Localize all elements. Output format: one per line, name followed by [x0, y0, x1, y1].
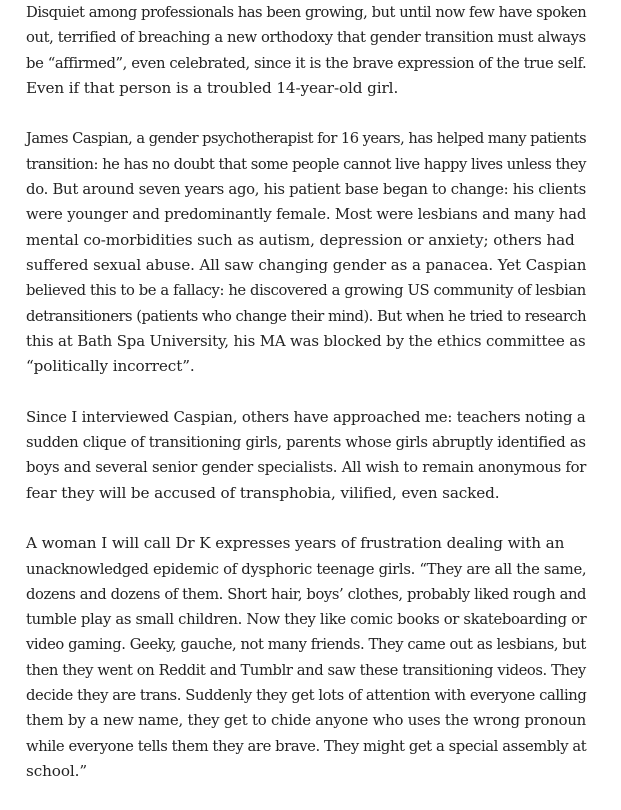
article-body	[26, 0, 586, 810]
text-line: believed this to be a fallacy: he discovered a growing US community of lesbian	[26, 281, 586, 300]
text-line: then they went on Reddit and Tumblr and saw these transitioning videos. They	[26, 660, 586, 679]
text-line: sudden clique of transitioning girls, parents whose girls abruptly identified as	[26, 433, 586, 452]
text-line: video gaming. Geeky, gauche, not many friends. They came out as lesbians, but	[26, 635, 586, 654]
text-line: dozens and dozens of them. Short hair, boys’ clothes, probably liked rough and	[26, 584, 587, 603]
text-line: decide they are trans. Suddenly they get lots of attention with everyone calling	[26, 686, 587, 705]
paragraph-2	[26, 126, 586, 379]
text-line: detransitioners (patients who change their mind). But when he tried to research	[26, 306, 587, 325]
text-line: school.”	[26, 761, 88, 780]
text-line: them by a new name, they get to chide anyone who uses the wrong pronoun	[26, 711, 587, 730]
text-line: James Caspian, a gender psychotherapist for 16 years, has helped many patients	[26, 129, 587, 148]
text-line: Disquiet among professionals has been growing, but until now few have spoken	[26, 3, 587, 21]
text-line: were younger and predominantly female. Most were lesbians and many had	[26, 205, 587, 224]
text-line: Even if that person is a troubled 14-year-old girl.	[26, 78, 399, 97]
text-line: Since I interviewed Caspian, others have approached me: teachers noting a	[26, 407, 586, 426]
text-line: boys and several senior gender specialists. All wish to remain anonymous for	[26, 458, 587, 477]
text-line: mental co-morbidities such as autism, depression or anxiety; others had	[26, 230, 575, 249]
paragraph-1	[26, 0, 586, 101]
text-line: while everyone tells them they are brave. They might get a special assembly at	[26, 736, 587, 755]
text-line: be “affirmed”, even celebrated, since it is the brave expression of the true self.	[26, 53, 587, 72]
text-line: out, terrified of breaching a new orthodoxy that gender transition must always	[26, 28, 586, 47]
text-line: suffered sexual abuse. All saw changing gender as a panacea. Yet Caspian	[26, 255, 587, 274]
text-line: fear they will be accused of transphobia, vilified, even sacked.	[26, 483, 500, 502]
text-line: this at Bath Spa University, his MA was blocked by the ethics committee as	[26, 331, 586, 350]
paragraph-4	[26, 531, 586, 784]
text-line: A woman I will call Dr K expresses years of frustration dealing with an	[26, 534, 565, 553]
text-line: transition: he has no doubt that some people cannot live happy lives unless they	[26, 154, 586, 173]
paragraph-3	[26, 405, 586, 506]
text-line: do. But around seven years ago, his patient base began to change: his clients	[26, 180, 586, 199]
text-line: unacknowledged epidemic of dysphoric teenage girls. “They are all the same,	[26, 559, 587, 578]
text-line: tumble play as small children. Now they like comic books or skateboarding or	[26, 610, 587, 629]
text-line: “politically incorrect”.	[26, 357, 195, 376]
